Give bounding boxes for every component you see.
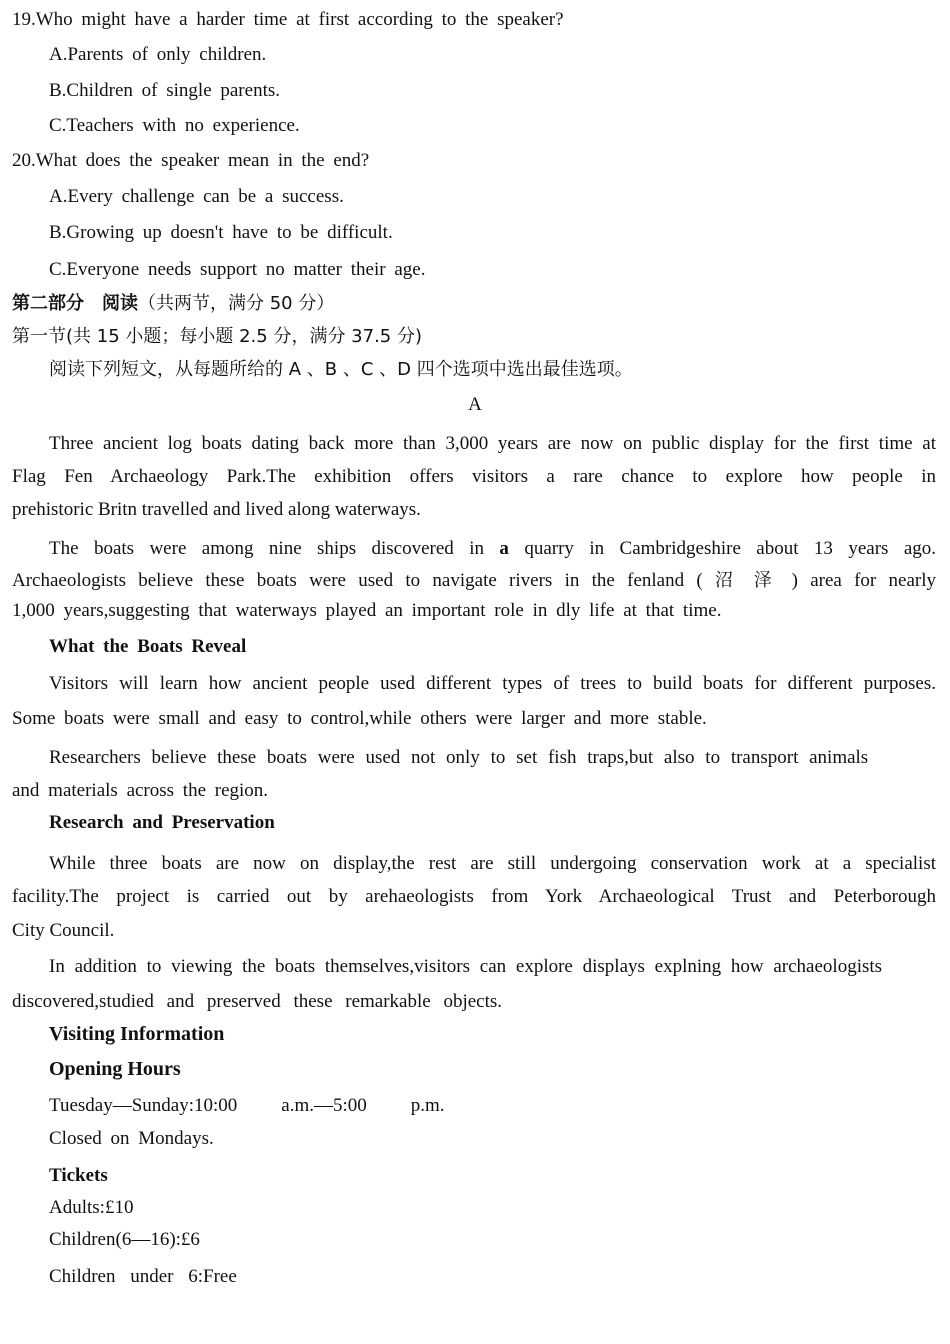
p2-line-2-b: ) area for nearly (791, 570, 937, 591)
p2-line-1-a: The boats were among nine ships discovered in (49, 538, 484, 559)
p2-line-1 (49, 537, 936, 561)
p1-line-1: Three ancient log boats dating back more than 3,000 years are now on public display for the first time at (49, 433, 936, 454)
closed-note: Closed on Mondays. (49, 1128, 214, 1149)
p5-line-1: While three boats are now on display,the rest are still undergoing conservation work at a specialist (49, 853, 936, 874)
p6-line-1: In addition to viewing the boats themselves,visitors can explore displays explning how archaeologists (49, 956, 883, 977)
question-19-option-b: B.Children of single parents. (49, 80, 280, 101)
p4-line-2: and materials across the region. (12, 780, 269, 801)
p2-line-2-a: Archaeologists believe these boats were used to navigate rivers in the fenland ( (12, 570, 703, 591)
question-20-option-b: B.Growing up doesn't have to be difficult. (49, 222, 393, 243)
p5-line-2: facility.The project is carried out by arehaeologists from York Archaeological Trust and Peterborough (12, 886, 936, 907)
part2-title: 第二部分 阅读 (12, 293, 138, 314)
p2-line-2 (12, 569, 936, 593)
heading-research-preservation: Research and Preservation (49, 812, 275, 833)
part2-heading (12, 292, 334, 316)
passage-label: A (468, 394, 482, 415)
question-19-option-a: A.Parents of only children. (49, 44, 267, 65)
tickets-heading: Tickets (49, 1165, 108, 1186)
question-20-option-c: C.Everyone needs support no matter their age. (49, 259, 426, 280)
p3-line-2: Some boats were small and easy to control,while others were larger and more stable. (12, 708, 707, 729)
question-20-option-a: A.Every challenge can be a success. (49, 186, 344, 207)
question-19-stem: 19.Who might have a harder time at first according to the speaker? (12, 9, 564, 30)
question-20-stem: 20.What does the speaker mean in the end? (12, 150, 370, 171)
ticket-adults: Adults:£10 (49, 1197, 134, 1218)
ticket-under-6: Children under 6:Free (49, 1266, 237, 1287)
hours-days: Tuesday—Sunday:10:00 (49, 1095, 238, 1116)
p5-line-3: City Council. (12, 920, 115, 941)
opening-hours-heading: Opening Hours (49, 1058, 181, 1080)
heading-boats-reveal: What the Boats Reveal (49, 636, 247, 657)
p1-line-2: Flag Fen Archaeology Park.The exhibition offers visitors a rare chance to explore how people in (12, 466, 936, 487)
p6-line-2: discovered,studied and preserved these remarkable objects. (12, 991, 503, 1012)
p2-bold-article: a (499, 538, 509, 559)
p3-line-1: Visitors will learn how ancient people used different types of trees to build boats for different purposes. (49, 673, 936, 694)
reading-instruction: 阅读下列短文，从每题所给的 A 、B 、C 、D 四个选项中选出最佳选项。 (49, 359, 633, 380)
section1-heading: 第一节(共 15 小题；每小题 2.5 分，满分 37.5 分) (12, 326, 422, 347)
question-19-option-c: C.Teachers with no experience. (49, 115, 300, 136)
p2-line-3: 1,000 years,suggesting that waterways played an important role in dly life at that time. (12, 600, 722, 621)
p4-line-1: Researchers believe these boats were used not only to set fish traps,but also to transport animals (49, 747, 869, 768)
p1-line-3: prehistoric Britn travelled and lived along waterways. (12, 499, 421, 520)
part2-title-note: （共两节，满分 50 分） (138, 293, 335, 314)
p2-line-2-cn: 沼 泽 (715, 570, 780, 591)
hours-pm: p.m. (410, 1095, 445, 1116)
ticket-children: Children(6—16):£6 (49, 1229, 200, 1250)
visiting-info-heading: Visiting Information (49, 1023, 225, 1045)
p2-line-1-b: quarry in Cambridgeshire about 13 years ago. (524, 538, 937, 559)
hours-open: a.m.—5:00 (281, 1095, 367, 1116)
opening-hours-line (49, 1094, 445, 1118)
